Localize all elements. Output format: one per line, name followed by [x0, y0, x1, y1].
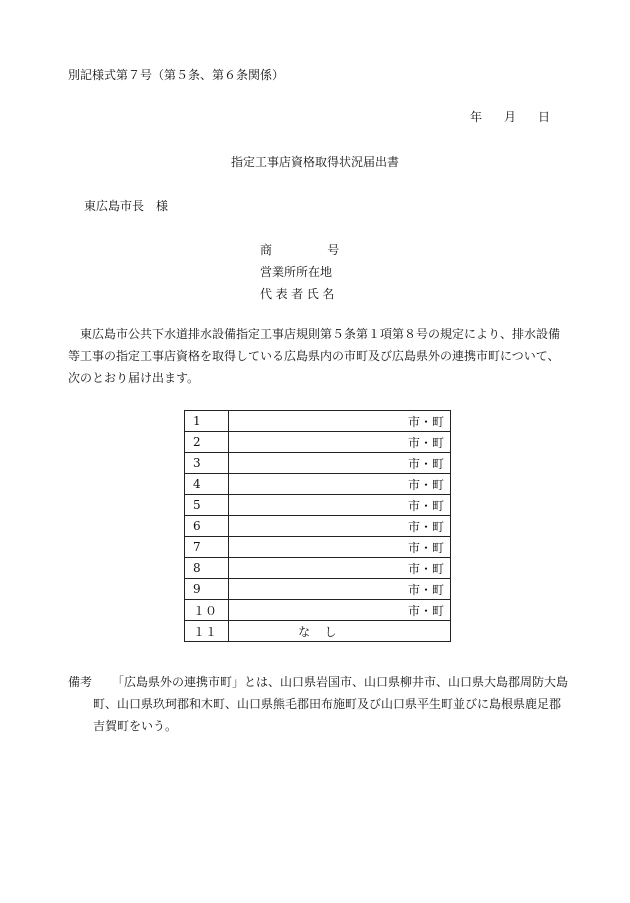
body-line-1: 東広島市公共下水道排水設備指定工事店規則第５条第１項第８号の規定により、排水設備	[80, 327, 561, 341]
municipality-table	[184, 410, 451, 642]
row-number: 6	[185, 516, 229, 537]
table-row	[185, 558, 451, 579]
row-value[interactable]: 市・町	[229, 600, 451, 621]
date-day: 日	[538, 110, 551, 124]
date-year: 年	[470, 110, 483, 124]
form-number: 別記様式第７号（第５条、第６条関係）	[68, 68, 285, 82]
row-number: １０	[185, 600, 229, 621]
note-line-2: 町、山口県玖珂郡和木町、山口県熊毛郡田布施町及び山口県平生町並びに島根県鹿足郡	[93, 697, 562, 711]
table-row	[185, 600, 451, 621]
body-line-3: 次のとおり届け出ます。	[68, 371, 200, 385]
row-number: 4	[185, 474, 229, 495]
row-value[interactable]: 市・町	[229, 516, 451, 537]
table-row	[185, 474, 451, 495]
row-number: 9	[185, 579, 229, 600]
row-number: 3	[185, 453, 229, 474]
body-line-2: 等工事の指定工事店資格を取得している広島県内の市町及び広島県外の連携市町について、	[68, 349, 560, 363]
applicant-block	[260, 239, 394, 305]
row-value[interactable]: 市・町	[229, 453, 451, 474]
table-row	[185, 621, 451, 642]
table-row	[185, 495, 451, 516]
row-number: 1	[185, 411, 229, 432]
date-line	[470, 108, 550, 125]
trade-name-label: 商号	[260, 243, 395, 257]
row-value[interactable]: 市・町	[229, 432, 451, 453]
row-value[interactable]: 市・町	[229, 411, 451, 432]
row-number: 7	[185, 537, 229, 558]
row-value[interactable]: 市・町	[229, 474, 451, 495]
row-value[interactable]: 市・町	[229, 558, 451, 579]
date-month: 月	[504, 110, 517, 124]
row-value[interactable]: 市・町	[229, 495, 451, 516]
representative-name-label: 代表者氏名	[260, 287, 339, 301]
row-value[interactable]: なし	[229, 621, 451, 642]
office-address-label: 営業所所在地	[260, 265, 333, 279]
row-number: 2	[185, 432, 229, 453]
note-label: 備考	[68, 675, 93, 689]
table-row	[185, 453, 451, 474]
body-text	[68, 323, 578, 389]
table-row	[185, 411, 451, 432]
row-value[interactable]: 市・町	[229, 537, 451, 558]
row-number: 8	[185, 558, 229, 579]
table-row	[185, 516, 451, 537]
table-row	[185, 537, 451, 558]
addressee: 東広島市長 様	[84, 199, 169, 213]
row-number: 5	[185, 495, 229, 516]
table-row	[185, 579, 451, 600]
note-block	[68, 671, 578, 737]
row-value[interactable]: 市・町	[229, 579, 451, 600]
note-line-3: 吉賀町をいう。	[93, 719, 178, 733]
row-number: １１	[185, 621, 229, 642]
table-row	[185, 432, 451, 453]
note-line-1: 「広島県外の連携市町」とは、山口県岩国市、山口県柳井市、山口県大島郡周防大島	[112, 675, 569, 689]
document-title: 指定工事店資格取得状況届出書	[230, 155, 399, 169]
